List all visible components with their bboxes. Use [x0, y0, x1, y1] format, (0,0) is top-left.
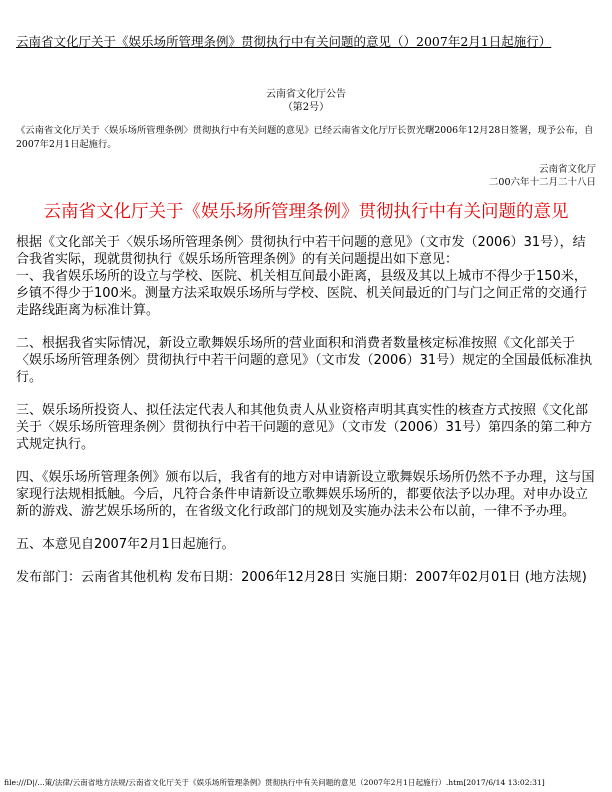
notice-issuer: 云南省文化厅公告	[266, 89, 346, 100]
signature-block	[489, 163, 596, 189]
body-content	[16, 234, 598, 602]
body-item-2: 二、根据我省实际情况，新设立歌舞娱乐场所的营业面积和消费者数量核定标准按照《文化部关于〈娱乐场所管理条例〉贯彻执行中若干问题的意见》（文市发（2006）31号）规定的全国最低标准执行。	[16, 336, 593, 385]
intro-paragraph: 《云南省文化厅关于〈娱乐场所管理条例〉贯彻执行中有关问题的意见》已经云南省文化厅厅长贺光曙2006年12月28日签署，现予公布，自2007年2月1日起施行。	[16, 125, 594, 150]
notice-number: （第2号）	[282, 102, 330, 113]
publish-info: 发布部门：云南省其他机构 发布日期：2006年12月28日 实施日期：2007年02月01日 (地方法规)	[16, 570, 587, 585]
body-item-1: 一、我省娱乐场所的设立与学校、医院、机关相互间最小距离，县级及其以上城市不得少于150米，乡镇不得少于100米。测量方法采取娱乐场所与学校、医院、机关间最近的门与门之间正常的交通行走路线距离为标准计算。	[16, 269, 587, 318]
notice-block	[0, 88, 612, 114]
signature-org: 云南省文化厅	[538, 164, 596, 175]
body-preamble: 根据《文化部关于〈娱乐场所管理条例〉贯彻执行中若干问题的意见》（文市发（2006）31号），结合我省实际，现就贯彻执行《娱乐场所管理条例》的有关问题提出如下意见：	[16, 235, 586, 267]
body-item-5: 五、本意见自2007年2月1日起施行。	[16, 537, 235, 552]
document-header-title: 云南省文化厅关于《娱乐场所管理条例》贯彻执行中有关问题的意见（）2007年2月1日起施行）	[16, 34, 552, 49]
body-item-3: 三、娱乐场所投资人、拟任法定代表人和其他负责人从业资格声明其真实性的核查方式按照《文化部关于〈娱乐场所管理条例〉贯彻执行中若干问题的意见》（文市发（2006）31号）第四条的第二种方式规定执行。	[16, 403, 593, 452]
body-item-4: 四、《娱乐场所管理条例》颁布以后，我省有的地方对申请新设立歌舞娱乐场所仍然不予办理，这与国家现行法规相抵触。今后，凡符合条件申请新设立歌舞娱乐场所的，都要依法予以办理。对申办设立新的游戏、游艺娱乐场所的，在省级文化行政部门的规划及实施办法未公布以前，一律不予办理。	[16, 470, 595, 519]
main-title: 云南省文化厅关于《娱乐场所管理条例》贯彻执行中有关问题的意见	[43, 202, 569, 222]
file-path-footer: file:///D|/...策/法律/云南省地方法规/云南省文化厅关于《娱乐场所管理条例》贯彻执行中有关问题的意见（2007年2月1日起施行）.htm[2017/6/14 13:02:31]	[4, 778, 545, 787]
signature-date: 二00六年十二月二十八日	[488, 177, 596, 188]
